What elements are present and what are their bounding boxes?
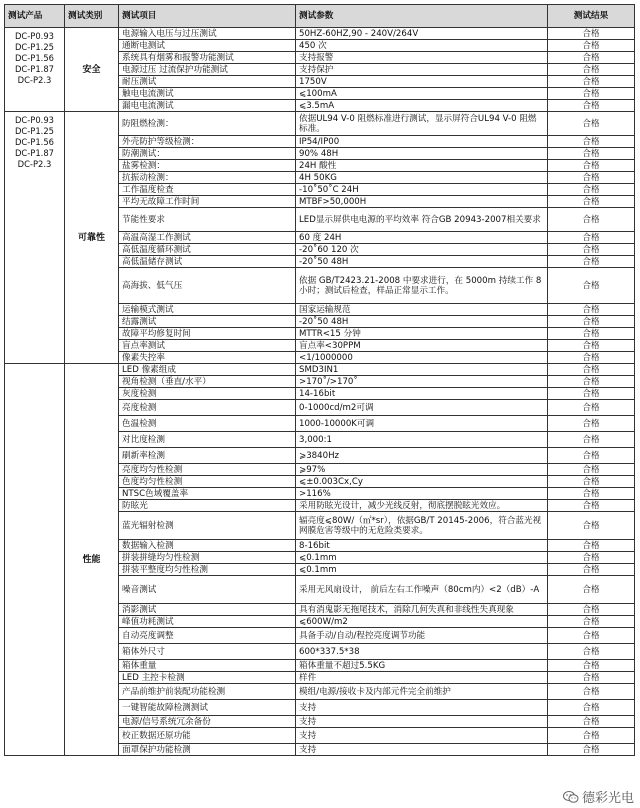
param-cell: 3,000:1 — [296, 432, 548, 448]
param-cell: LED显示屏供电电源的平均效率 符合GB 20943-2007相关要求 — [296, 208, 548, 232]
item-cell: 视角检测（垂直/水平） — [119, 376, 296, 388]
param-cell: 支持 — [296, 728, 548, 744]
item-cell: 亮度检测 — [119, 400, 296, 416]
param-cell: 8-16bit — [296, 540, 548, 552]
param-cell: -20˚50 48H — [296, 256, 548, 268]
result-cell: 合格 — [548, 184, 635, 196]
item-cell: 防阻燃检测： — [119, 112, 296, 136]
param-cell: 模组/电源/接收卡及内部元件完全前维护 — [296, 684, 548, 700]
item-cell: 通断电测试 — [119, 40, 296, 52]
item-cell: 高低温度循环测试 — [119, 244, 296, 256]
item-cell: 消影测试 — [119, 604, 296, 616]
result-cell: 合格 — [548, 604, 635, 616]
result-cell: 合格 — [548, 564, 635, 576]
param-cell: ⩽±0.003Cx,Cy — [296, 476, 548, 488]
param-cell: 支持保护 — [296, 64, 548, 76]
param-cell: -20˚60 120 次 — [296, 244, 548, 256]
product-name: DC-P2.3 — [17, 75, 52, 85]
param-cell: 盲点率<30PPM — [296, 340, 548, 352]
item-cell: 工作温度检查 — [119, 184, 296, 196]
watermark — [563, 787, 634, 806]
item-cell: 电源/信号系统冗余备份 — [119, 716, 296, 728]
item-cell: 平均无故障工作时间 — [119, 196, 296, 208]
result-cell: 合格 — [548, 328, 635, 340]
item-cell: 一键智能故障检测测试 — [119, 700, 296, 716]
param-cell: 60 度 24H — [296, 232, 548, 244]
param-cell: 600*337.5*38 — [296, 644, 548, 660]
result-cell: 合格 — [548, 340, 635, 352]
category-cell: 安全 — [65, 28, 119, 112]
result-cell: 合格 — [548, 256, 635, 268]
item-cell: 盲点率测试 — [119, 340, 296, 352]
item-cell: 对比度检测 — [119, 432, 296, 448]
param-cell: 国家运输规范 — [296, 304, 548, 316]
item-cell: 防眩光 — [119, 500, 296, 512]
item-cell: 节能性要求 — [119, 208, 296, 232]
result-cell: 合格 — [548, 716, 635, 728]
item-cell: LED 主控卡检测 — [119, 672, 296, 684]
result-cell: 合格 — [548, 160, 635, 172]
item-cell: 盐雾检测： — [119, 160, 296, 172]
item-cell: 漏电电流测试 — [119, 100, 296, 112]
item-cell: 高低温储存测试 — [119, 256, 296, 268]
item-cell: 数据输入检测 — [119, 540, 296, 552]
result-cell: 合格 — [548, 616, 635, 628]
result-cell: 合格 — [548, 52, 635, 64]
header-param: 测试参数 — [296, 5, 548, 28]
result-cell: 合格 — [548, 148, 635, 160]
product-name: DC-P0.93 — [14, 31, 55, 41]
result-cell: 合格 — [548, 540, 635, 552]
watermark-text: 德彩光电 — [581, 791, 634, 806]
param-cell: ⩾97% — [296, 464, 548, 476]
item-cell: 结露测试 — [119, 316, 296, 328]
item-cell: 箱体重量 — [119, 660, 296, 672]
param-cell: 1750V — [296, 76, 548, 88]
result-cell: 合格 — [548, 488, 635, 500]
result-cell: 合格 — [548, 448, 635, 464]
result-cell: 合格 — [548, 400, 635, 416]
table-row — [5, 364, 635, 376]
param-cell: ⩽3.5mA — [296, 100, 548, 112]
item-cell: 自动亮度调整 — [119, 628, 296, 644]
result-cell: 合格 — [548, 316, 635, 328]
param-cell: 具有消鬼影无拖尾技术，消除几何失真和非线性失真现象 — [296, 604, 548, 616]
param-cell: 箱体重量不超过5.5KG — [296, 660, 548, 672]
result-cell: 合格 — [548, 388, 635, 400]
item-cell: 面罩保护功能检测 — [119, 744, 296, 756]
param-cell: <1/1000000 — [296, 352, 548, 364]
header-product: 测试产品 — [5, 5, 65, 28]
item-cell: NTSC色域覆盖率 — [119, 488, 296, 500]
param-cell: 14-16bit — [296, 388, 548, 400]
result-cell: 合格 — [548, 112, 635, 136]
item-cell: 像素失控率 — [119, 352, 296, 364]
table-row — [5, 28, 635, 40]
param-cell: 辐亮度⩽80W/（㎡*sr），依据GB/T 20145-2006，符合蓝光视网膜危害等级中的无危险类要求。 — [296, 512, 548, 540]
table-row — [5, 112, 635, 136]
result-cell: 合格 — [548, 100, 635, 112]
product-cell — [5, 364, 65, 756]
param-cell: 支持 — [296, 700, 548, 716]
product-name: DC-P1.56 — [14, 137, 55, 147]
param-cell: 50HZ-60HZ,90 - 240V/264V — [296, 28, 548, 40]
param-cell: 依据UL94 V-0 阻燃标准进行测试，显示屏符合UL94 V-0 阻燃标准。 — [296, 112, 548, 136]
item-cell: 电源输入电压与过压测试 — [119, 28, 296, 40]
param-cell: 4H 50KG — [296, 172, 548, 184]
header-item: 测试项目 — [119, 5, 296, 28]
param-cell: 支持报警 — [296, 52, 548, 64]
result-cell: 合格 — [548, 672, 635, 684]
result-cell: 合格 — [548, 196, 635, 208]
test-report-table — [4, 4, 635, 756]
result-cell: 合格 — [548, 208, 635, 232]
item-cell: 亮度均匀性检测 — [119, 464, 296, 476]
result-cell: 合格 — [548, 376, 635, 388]
result-cell: 合格 — [548, 416, 635, 432]
param-cell: >116% — [296, 488, 548, 500]
param-cell: ⩾3840Hz — [296, 448, 548, 464]
category-cell: 可靠性 — [65, 112, 119, 364]
result-cell: 合格 — [548, 476, 635, 488]
result-cell: 合格 — [548, 76, 635, 88]
param-cell: ⩽0.1mm — [296, 564, 548, 576]
result-cell: 合格 — [548, 304, 635, 316]
result-cell: 合格 — [548, 628, 635, 644]
item-cell: 耐压测试 — [119, 76, 296, 88]
item-cell: 抗振动检测： — [119, 172, 296, 184]
param-cell: 具备手动/自动/程控亮度调节功能 — [296, 628, 548, 644]
result-cell: 合格 — [548, 172, 635, 184]
item-cell: 拼装拼缝均匀性检测 — [119, 552, 296, 564]
result-cell: 合格 — [548, 40, 635, 52]
param-cell: 450 次 — [296, 40, 548, 52]
item-cell: 箱体外尺寸 — [119, 644, 296, 660]
result-cell: 合格 — [548, 232, 635, 244]
item-cell: 外壳防护等级检测： — [119, 136, 296, 148]
param-cell: ⩽100mA — [296, 88, 548, 100]
result-cell: 合格 — [548, 552, 635, 564]
item-cell: 系统具有烟雾和报警功能测试 — [119, 52, 296, 64]
result-cell: 合格 — [548, 352, 635, 364]
param-cell: 支持 — [296, 716, 548, 728]
product-name: DC-P0.93 — [14, 115, 55, 125]
param-cell: ⩽600W/m2 — [296, 616, 548, 628]
item-cell: 运输模式测试 — [119, 304, 296, 316]
table-header-row — [5, 5, 635, 28]
param-cell: 0-1000cd/m2可调 — [296, 400, 548, 416]
result-cell: 合格 — [548, 136, 635, 148]
item-cell: 灰度检测 — [119, 388, 296, 400]
item-cell: 故障平均修复时间 — [119, 328, 296, 340]
product-name: DC-P1.87 — [14, 64, 55, 74]
product-cell — [5, 28, 65, 112]
item-cell: 防潮测试： — [119, 148, 296, 160]
param-cell: 采用无风扇设计， 前后左右工作噪声（80cm内）<2（dB）-A — [296, 576, 548, 604]
item-cell: 产品前维护前装配功能检测 — [119, 684, 296, 700]
param-cell: IP54/IP00 — [296, 136, 548, 148]
header-result: 测试结果 — [548, 5, 635, 28]
result-cell: 合格 — [548, 64, 635, 76]
item-cell: LED 像素组成 — [119, 364, 296, 376]
wechat-icon — [563, 790, 579, 804]
table-body — [5, 28, 635, 756]
result-cell: 合格 — [548, 464, 635, 476]
item-cell: 峰值功耗测试 — [119, 616, 296, 628]
product-name: DC-P2.3 — [17, 159, 52, 169]
result-cell: 合格 — [548, 28, 635, 40]
param-cell: ⩽0.1mm — [296, 552, 548, 564]
product-cell — [5, 112, 65, 364]
category-cell: 性能 — [65, 364, 119, 756]
item-cell: 蓝光辐射检测 — [119, 512, 296, 540]
item-cell: 高温高湿工作测试 — [119, 232, 296, 244]
param-cell: 90% 48H — [296, 148, 548, 160]
result-cell: 合格 — [548, 744, 635, 756]
result-cell: 合格 — [548, 512, 635, 540]
item-cell: 校正数据还原功能 — [119, 728, 296, 744]
result-cell: 合格 — [548, 660, 635, 672]
result-cell: 合格 — [548, 576, 635, 604]
result-cell: 合格 — [548, 684, 635, 700]
param-cell: 24H 酸性 — [296, 160, 548, 172]
product-name: DC-P1.25 — [14, 126, 55, 136]
result-cell: 合格 — [548, 432, 635, 448]
result-cell: 合格 — [548, 244, 635, 256]
item-cell: 噪音测试 — [119, 576, 296, 604]
item-cell: 电源过压 过流保护功能测试 — [119, 64, 296, 76]
item-cell: 触电电流测试 — [119, 88, 296, 100]
header-category: 测试类别 — [65, 5, 119, 28]
param-cell: 支持 — [296, 744, 548, 756]
result-cell: 合格 — [548, 500, 635, 512]
product-name: DC-P1.87 — [14, 148, 55, 158]
product-name: DC-P1.56 — [14, 53, 55, 63]
result-cell: 合格 — [548, 644, 635, 660]
param-cell: -10˚50˚C 24H — [296, 184, 548, 196]
param-cell: MTBF>50,000H — [296, 196, 548, 208]
param-cell: MTTR<15 分钟 — [296, 328, 548, 340]
item-cell: 色度均匀性检测 — [119, 476, 296, 488]
test-report-sheet — [4, 4, 634, 756]
param-cell: -20˚50 48H — [296, 316, 548, 328]
item-cell: 高海拔、低气压 — [119, 268, 296, 304]
result-cell: 合格 — [548, 268, 635, 304]
result-cell: 合格 — [548, 728, 635, 744]
param-cell: >170˚/>170˚ — [296, 376, 548, 388]
param-cell: SMD3IN1 — [296, 364, 548, 376]
product-name: DC-P1.25 — [14, 42, 55, 52]
item-cell: 刷新率检测 — [119, 448, 296, 464]
item-cell: 色温检测 — [119, 416, 296, 432]
param-cell: 依据 GB/T2423.21-2008 中要求进行，在 5000m 持续工作 8 小时；测试后检查，样品正常显示工作。 — [296, 268, 548, 304]
param-cell: 采用防眩光设计，减少光线反射，彻底摆脱眩光效应。 — [296, 500, 548, 512]
result-cell: 合格 — [548, 700, 635, 716]
result-cell: 合格 — [548, 364, 635, 376]
result-cell: 合格 — [548, 88, 635, 100]
param-cell: 1000-10000K可调 — [296, 416, 548, 432]
item-cell: 拼装平整度均匀性检测 — [119, 564, 296, 576]
param-cell: 样件 — [296, 672, 548, 684]
